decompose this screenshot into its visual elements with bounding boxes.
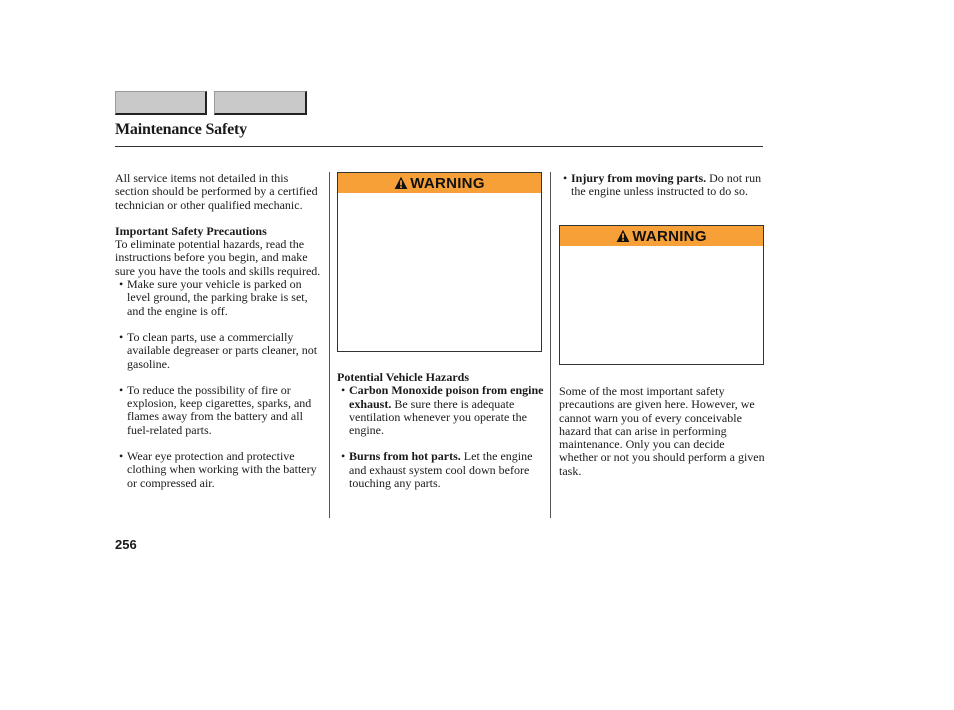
safety-precautions-text: To eliminate potential hazards, read the instructions before you begin, and make sure you have the tools and skills required. <box>115 237 321 278</box>
column-1 <box>115 172 322 490</box>
column-3-top <box>559 172 764 199</box>
list-item: • To reduce the possibility of fire or explosion, keep cigarettes, sparks, and flames away from the battery and all fuel-related parts. <box>115 384 322 437</box>
warning-triangle-icon <box>616 229 630 243</box>
warning-label: WARNING <box>410 174 485 192</box>
page-title: Maintenance Safety <box>115 121 247 138</box>
list-item: • Wear eye protection and protective clothing when working with the battery or compressed air. <box>115 450 322 490</box>
nav-button-next[interactable] <box>214 91 307 115</box>
list-item: • Make sure your vehicle is parked on level ground, the parking brake is set, and the engine is off. <box>115 278 322 318</box>
column-3-bottom <box>559 385 765 478</box>
safety-note-paragraph: Some of the most important safety precautions are given here. However, we cannot warn you of every conceivable hazard that can arise in performing maintenance. Only you can decide whether or not you should perform a given task. <box>559 384 765 478</box>
warning-box-1 <box>337 172 542 352</box>
precautions-list <box>115 278 322 490</box>
warning-label: WARNING <box>632 227 707 245</box>
column-divider-1 <box>329 172 330 518</box>
warning-box-2 <box>559 225 764 365</box>
title-divider <box>115 146 763 147</box>
safety-precautions-heading: Important Safety Precautions <box>115 223 267 238</box>
column-divider-2 <box>550 172 551 518</box>
warning-bar <box>338 173 541 193</box>
page-number: 256 <box>115 537 137 552</box>
intro-paragraph: All service items not detailed in this section should be performed by a certified technician or other qualified mechanic. <box>115 171 318 212</box>
hazards-list <box>337 384 544 490</box>
list-item: • Burns from hot parts. Let the engine and exhaust system cool down before touching any parts. <box>337 450 544 490</box>
list-item: • Injury from moving parts. Do not run the engine unless instructed to do so. <box>559 172 764 199</box>
nav-button-prev[interactable] <box>115 91 207 115</box>
warning-triangle-icon <box>394 176 408 190</box>
list-item: • To clean parts, use a commercially available degreaser or parts cleaner, not gasoline. <box>115 331 322 371</box>
warning-bar <box>560 226 763 246</box>
column-2 <box>337 371 544 490</box>
moving-parts-list <box>559 172 764 199</box>
vehicle-hazards-heading: Potential Vehicle Hazards <box>337 370 469 384</box>
list-item: • Carbon Monoxide poison from engine exhaust. Be sure there is adequate ventilation whenever you operate the engine. <box>337 384 544 437</box>
